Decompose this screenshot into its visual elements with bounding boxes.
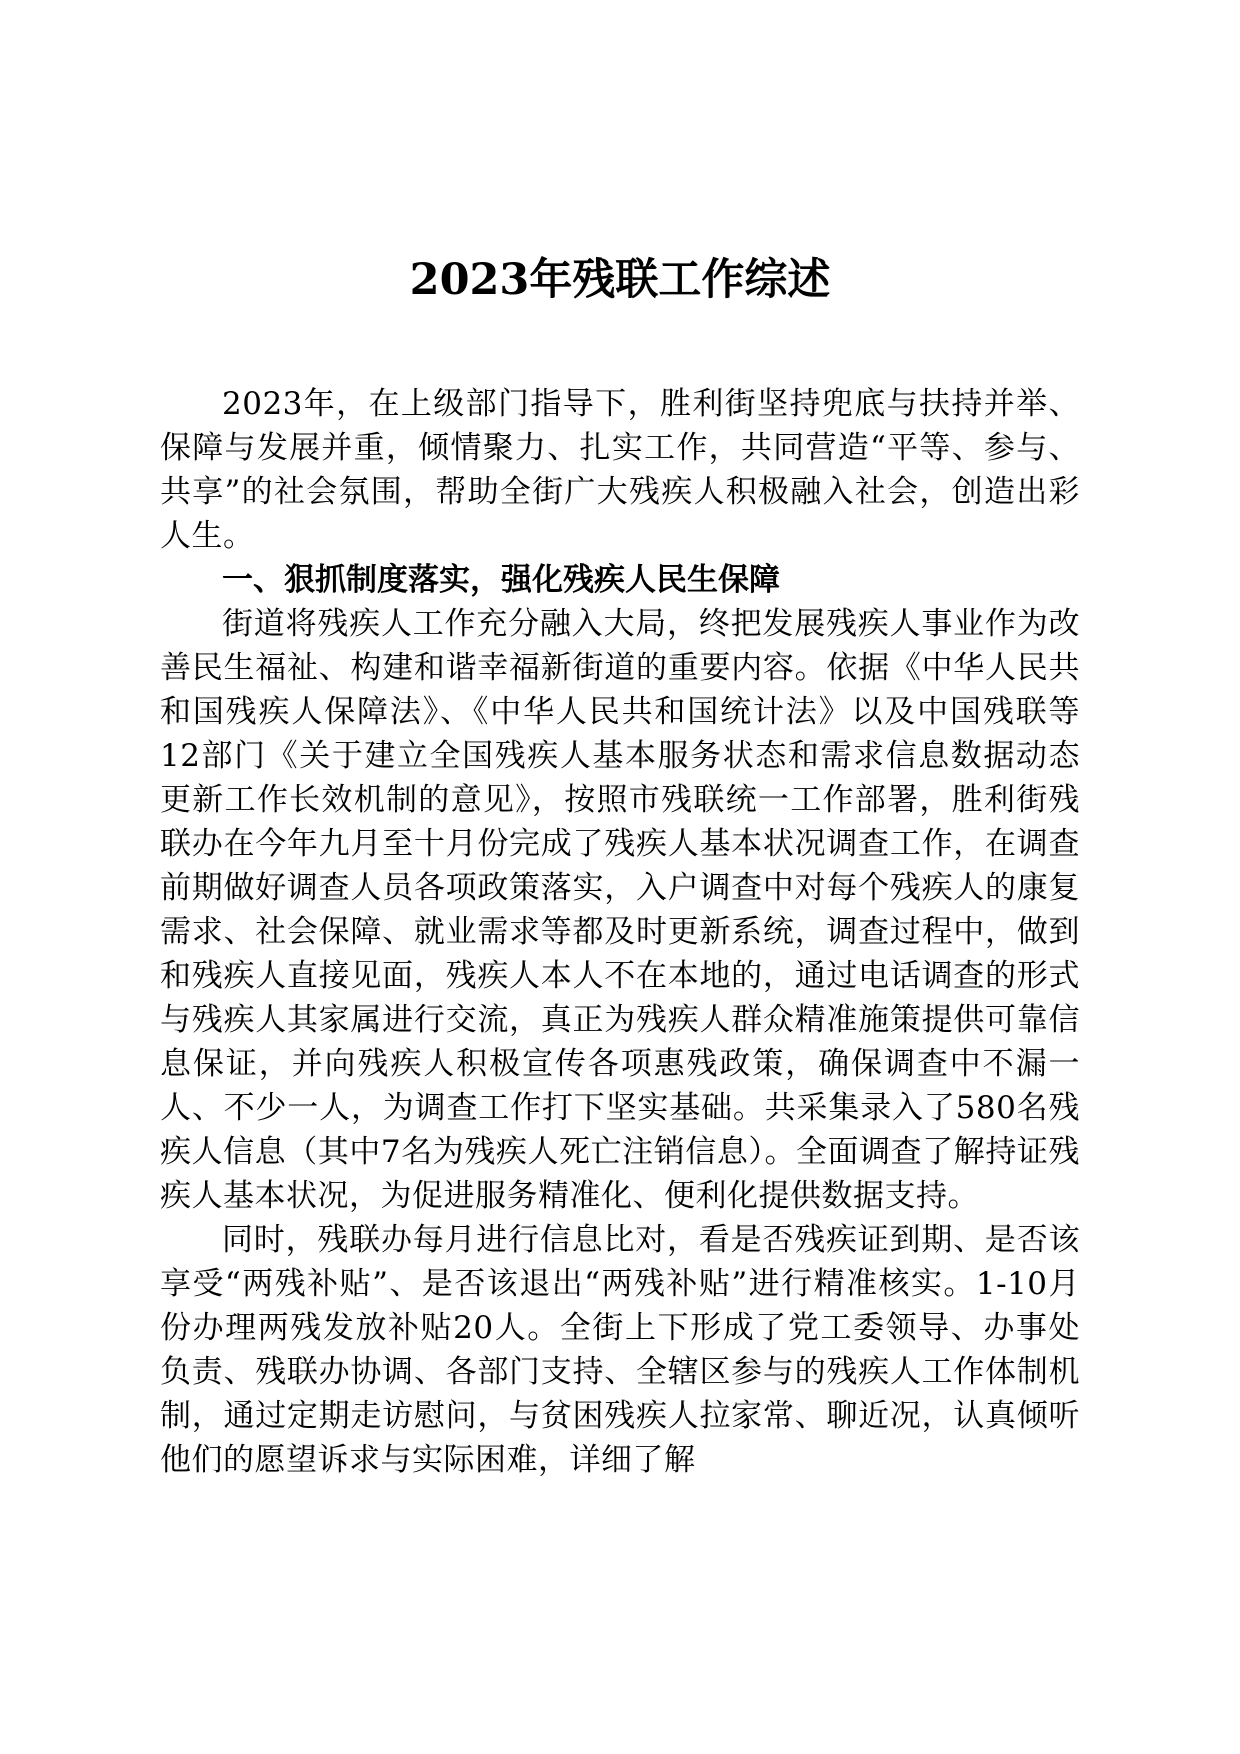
intro-paragraph: 2023年，在上级部门指导下，胜利街坚持兜底与扶持并举、保障与发展并重，倾情聚力、扎实工作，共同营造“平等、参与、共享”的社会氛围，帮助全街广大残疾人积极融入社会，创造出彩人生。 <box>160 386 1080 554</box>
document-body <box>160 382 1080 1482</box>
document-title: 2023年残联工作综述 <box>409 255 831 305</box>
body-paragraph: 街道将残疾人工作充分融入大局，终把发展残疾人事业作为改善民生福祉、构建和谐幸福新街道的重要内容。依据《中华人民共和国残疾人保障法》、《中华人民共和国统计法》以及中国残联等12部门《关于建立全国残疾人基本服务状态和需求信息数据动态更新工作长效机制的意见》，按照市残联统一工作部署，胜利街残联办在今年九月至十月份完成了残疾人基本状况调查工作，在调查前期做好调查人员各项政策落实，入户调查中对每个残疾人的康复需求、社会保障、就业需求等都及时更新系统，调查过程中，做到和残疾人直接见面，残疾人本人不在本地的，通过电话调查的形式与残疾人其家属进行交流，真正为残疾人群众精准施策提供可靠信息保证，并向残疾人积极宣传各项惠残政策，确保调查中不漏一人、不少一人，为调查工作打下坚实基础。共采集录入了580名残疾人信息（其中7名为残疾人死亡注销信息）。全面调查了解持证残疾人基本状况，为促进服务精准化、便利化提供数据支持。 <box>160 606 1080 1214</box>
section-heading: 一、狠抓制度落实，强化残疾人民生保障 <box>222 562 780 598</box>
body-paragraph: 同时，残联办每月进行信息比对，看是否残疾证到期、是否该享受“两残补贴”、是否该退出“两残补贴”进行精准核实。1-10月份办理两残发放补贴20人。全街上下形成了党工委领导、办事处负责、残联办协调、各部门支持、全辖区参与的残疾人工作体制机制，通过定期走访慰问，与贫困残疾人拉家常、聊近况，认真倾听他们的愿望诉求与实际困难，详细了解 <box>160 1222 1080 1478</box>
